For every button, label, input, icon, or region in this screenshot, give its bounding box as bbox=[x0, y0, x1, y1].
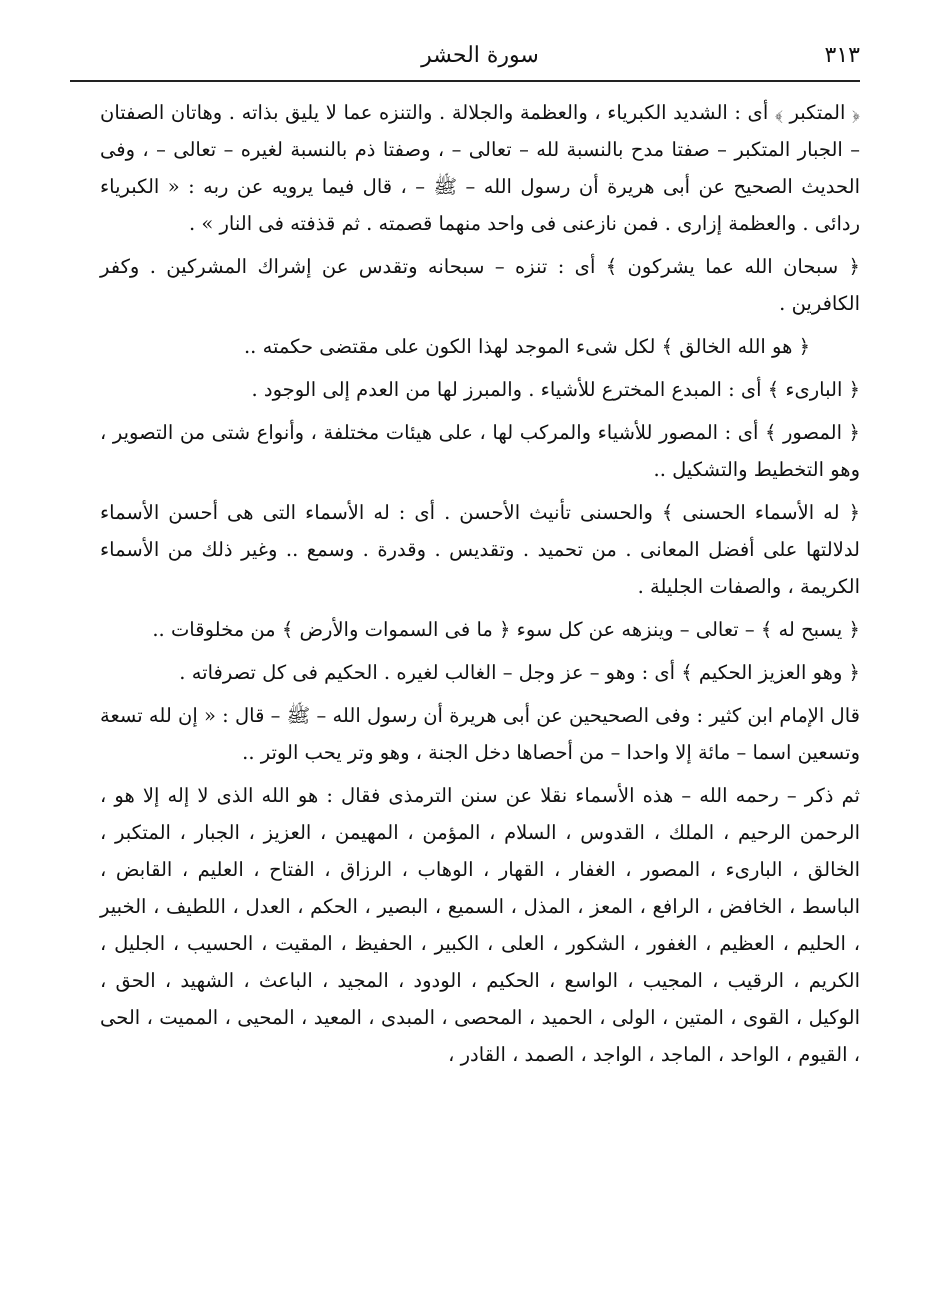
paragraph-ibn-kathir: قال الإمام ابن كثير : وفى الصحيحين عن أبى هريرة أن رسول الله – ﷺ – قال : « إن لله تسعة وتسعين اسما – مائة إلا واحدا – من أحصاها دخل الجنة ، وهو وتر يحب الوتر .. bbox=[100, 704, 860, 764]
paragraph-al-aziz-al-hakim: ﴿ وهو العزيز الحكيم ﴾ أى : وهو – عز وجل – الغالب لغيره . الحكيم فى كل تصرفاته . bbox=[179, 661, 860, 684]
header-divider bbox=[70, 80, 860, 82]
book-page bbox=[100, 40, 860, 1280]
paragraph-names-list: ثم ذكر – رحمه الله – هذه الأسماء نقلا عن سنن الترمذى فقال : هو الله الذى لا إله إلا هو ، الرحمن الرحيم ، الملك ، القدوس ، السلام ، المؤمن ، المهيمن ، العزيز ، الجبار ، المتكبر ، الخالق ، البارىء ، المصور ، الغفار ، القهار ، الوهاب ، الرزاق ، الفتاح ، العليم ، القابض ، الباسط ، الخافض ، الرافع ، المعز ، المذل ، السميع ، البصير ، الحكم ، العدل ، اللطيف ، الخبير ، الحليم ، العظيم ، الغفور ، الشكور ، العلى ، الكبير ، الحفيظ ، المقيت ، الحسيب ، الجليل ، الكريم ، الرقيب ، المجيب ، الواسع ، الحكيم ، الودود ، المجيد ، الباعث ، الشهيد ، الحق ، الوكيل ، القوى ، المتين ، الولى ، الحميد ، المحصى ، المبدى ، المعيد ، المحيى ، المميت ، الحى ، القيوم ، الواحد ، الماجد ، الواجد ، الصمد ، القادر ، bbox=[100, 784, 860, 1066]
surah-title: سورة الحشر bbox=[421, 43, 539, 68]
page-number: ٣١٣ bbox=[824, 43, 860, 68]
paragraph-alkhaliq: ﴿ هو الله الخالق ﴾ لكل شىء الموجد لهذا الكون على مقتضى حكمته .. bbox=[243, 335, 810, 358]
paragraph-subhan-allah: ﴿ سبحان الله عما يشركون ﴾ أى : تنزه – سبحانه وتقدس عن إشراك المشركين . وكفر الكافرين . bbox=[100, 255, 860, 315]
paragraph-almutakabbir: ﴿ المتكبر ﴾ أى : الشديد الكبرياء ، والعظمة والجلالة . والتنزه عما لا يليق بذاته . وهاتان الصفتان – الجبار المتكبر – صفتا مدح بالنسبة لله – تعالى – ، وصفتا ذم بالنسبة لغيره – تعالى – ، وفى الحديث الصحيح عن أبى هريرة أن رسول الله – ﷺ – ، قال فيما يرويه عن ربه : « الكبرياء ردائى . والعظمة إزارى . فمن نازعنى فى واحد منهما قصمته . ثم قذفته فى النار » . bbox=[100, 101, 860, 235]
paragraph-albari: ﴿ البارىء ﴾ أى : المبدع المخترع للأشياء . والمبرز لها من العدم إلى الوجود . bbox=[251, 378, 860, 401]
paragraph-almusawwir: ﴿ المصور ﴾ أى : المصور للأشياء والمركب لها ، على هيئات مختلفة ، وأنواع شتى من التصوير ، وهو التخطيط والتشكيل .. bbox=[100, 421, 860, 481]
paragraph-yusabbihu: ﴿ يسبح له ﴾ – تعالى – وينزهه عن كل سوء ﴿ ما فى السموات والأرض ﴾ من مخلوقات .. bbox=[152, 618, 860, 641]
paragraph-al-asma-al-husna: ﴿ له الأسماء الحسنى ﴾ والحسنى تأنيث الأحسن . أى : له الأسماء التى هى أحسن الأسماء لدلالتها على أفضل المعانى . من تحميد . وتقديس . وقدرة . وسمع .. وغير ذلك من الأسماء الكريمة ، والصفات الجليلة . bbox=[100, 501, 860, 598]
page-header bbox=[100, 40, 860, 78]
page-body bbox=[100, 94, 860, 1079]
